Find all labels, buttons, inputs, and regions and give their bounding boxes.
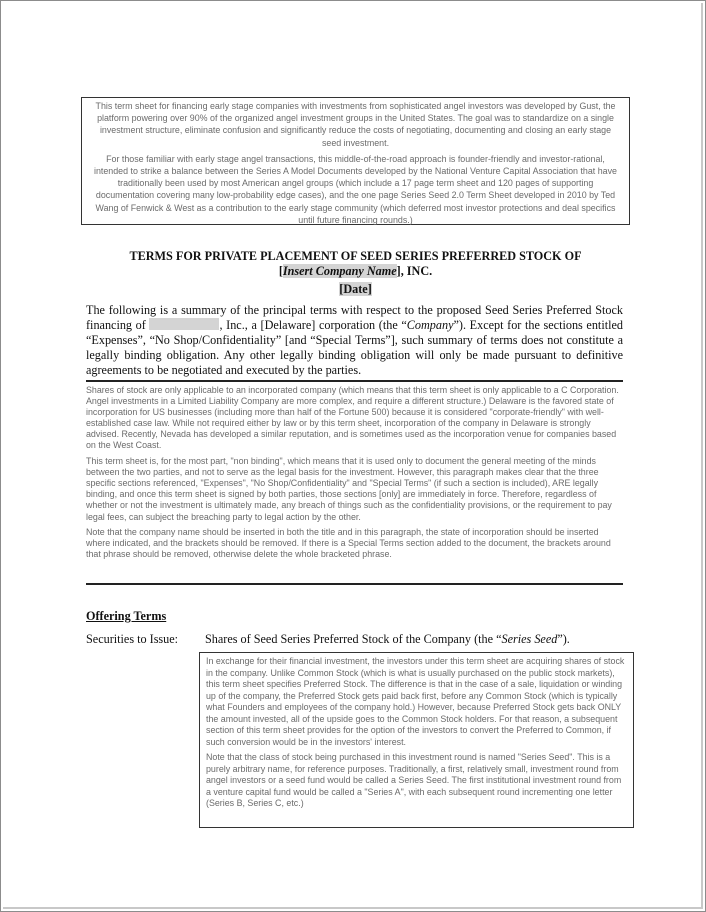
- date-line: [81, 282, 630, 297]
- summary-text-2: , Inc., a [Delaware] corporation (the “: [219, 318, 407, 332]
- securities-note-2: Note that the class of stock being purchased in this investment round is named "Series Seed". This is a purely arbitrary name, for reference purposes. Traditionally, a first, relatively small, investment round from angel investors or a seed fund would be called a Series Seed. The first institutional investment round from a venture capital fund would be called a "Series A", with each subsequent round incrementing one letter (Series B, Series C, etc.): [206, 752, 622, 808]
- intro-note-box: [81, 97, 630, 225]
- securities-value-text-2: ”).: [557, 632, 570, 646]
- summary-notes-box: [86, 380, 623, 585]
- securities-to-issue-value: [205, 632, 625, 647]
- summary-paragraph: [86, 303, 623, 378]
- securities-note-1: In exchange for their financial investment, the investors under this term sheet are acquiring shares of stock in the company. Unlike Common Stock (which is what is usually purchased on the public stock markets), this term sheet specifies Preferred Stock. The difference is that in the case of a sale, liquidation or winding up of the company, the Preferred Stock gets paid back first, before any Common Stock (which is typically what Founders and employees of the company hold.) However, because Preferred Stock gets back ONLY the amount invested, all of the upside goes to the Common Stock holders. For that reason, a subsequent section of this term sheet provides for the option of the investors to convert the Preferred to Common, if such conversion would be in the investors' interest.: [206, 656, 625, 747]
- securities-to-issue-label: Securities to Issue:: [86, 632, 179, 646]
- intro-paragraph-2: For those familiar with early stage angel transactions, this middle-of-the-road approach is founder-friendly and investor-rational, intended to strike a balance between the Series A Model Documents developed by the National Venture Capital Association that have traditionally been used by most American angel groups (which include a 17 page term sheet and 120 pages of supporting documentation covering many low-probability edge cases), and the one page Series Seed 2.0 Term Sheet developed in 2010 by Ted Wang of Fenwick & West as a contribution to the early stage community (which deferred most investor protections and deal specifics until future financing rounds.): [94, 153, 617, 225]
- title-line-2: [81, 264, 630, 279]
- company-defined-term: Company: [406, 318, 454, 332]
- company-name-blank: [149, 318, 219, 330]
- note-paragraph-3: Note that the company name should be inserted in both the title and in this paragraph, the state of incorporation should be inserted where indicated, and the brackets should be removed. If there is a Special Terms section added to the document, the brackets around that phrase should be removed, otherwise delete the whole bracketed phrase.: [86, 527, 611, 560]
- note-paragraph-1: Shares of stock are only applicable to an incorporated company (which means that this term sheet is only applicable to a C Corporation. Angel investments in a Limited Liability Company are more complex, and require a different structure.) Delaware is the favored state of incorporation for US businesses (including more than half of the Fortune 500) because it is considered "corporate-friendly" with well-established case law. While not required either by law or by this term sheet, incorporation of the company in Delaware is strongly advised. Recently, Nevada has developed a similar reputation, and is sometimes used as the incorporation venue for companies based on the West Coast.: [86, 385, 619, 451]
- securities-note-box: [199, 652, 634, 828]
- title-line-2-suffix: ], INC.: [396, 264, 433, 278]
- securities-value-text-1: Shares of Seed Series Preferred Stock of the Company (the “: [205, 632, 502, 646]
- date-bracket-open: [: [339, 282, 344, 296]
- title-bracket-open: [: [278, 264, 283, 278]
- summary-text-1: The following is a summary of the principal terms with respect to the proposed Seed Series Preferred Stock financing of: [86, 303, 623, 332]
- document-title: [81, 249, 630, 279]
- date-bracket-close: ]: [367, 282, 372, 296]
- title-line-1: TERMS FOR PRIVATE PLACEMENT OF SEED SERIES PREFERRED STOCK OF: [129, 249, 582, 263]
- summary-text-3: ”). Except for the sections entitled “Expenses”, “No Shop/Confidentiality” [and “Special Terms”], such summary of terms does not constitute a legally binding obligation. Any other legally binding obligation will only be made pursuant to definitive agreements to be negotiated and executed by the parties.: [86, 318, 623, 377]
- date-placeholder: Date: [343, 282, 368, 296]
- note-paragraph-2: This term sheet is, for the most part, "non binding", which means that it is used only to document the general meeting of the minds between the two parties, and not to serve as the legal basis for the investment. However, this paragraph makes clear that the three specific sections referenced, "Expenses", "No Shop/Confidentiality" and "Special Terms" (if such a section is included), ARE legally binding, and once this term sheet is signed by both parties, those sections [only] are immediately in force. Therefore, regardless of whether or not the investment is ultimately made, any breach of things such as the confidentiality provisions, or the requirement to pay legal fees, can subject the breaching party to legal action by the other.: [86, 456, 612, 522]
- intro-paragraph-1: This term sheet for financing early stage companies with investments from sophisticated angel investors was developed by Gust, the platform powering over 90% of the organized angel investment groups in the United States. The goal was to standardize on a single investment structure, eliminate confusion and significantly reduce the costs of negotiating, documenting and closing an early stage seed investment.: [95, 101, 616, 148]
- series-seed-defined-term: Series Seed: [501, 632, 558, 646]
- offering-terms-heading: Offering Terms: [86, 609, 167, 623]
- company-name-placeholder: Insert Company Name: [282, 264, 397, 278]
